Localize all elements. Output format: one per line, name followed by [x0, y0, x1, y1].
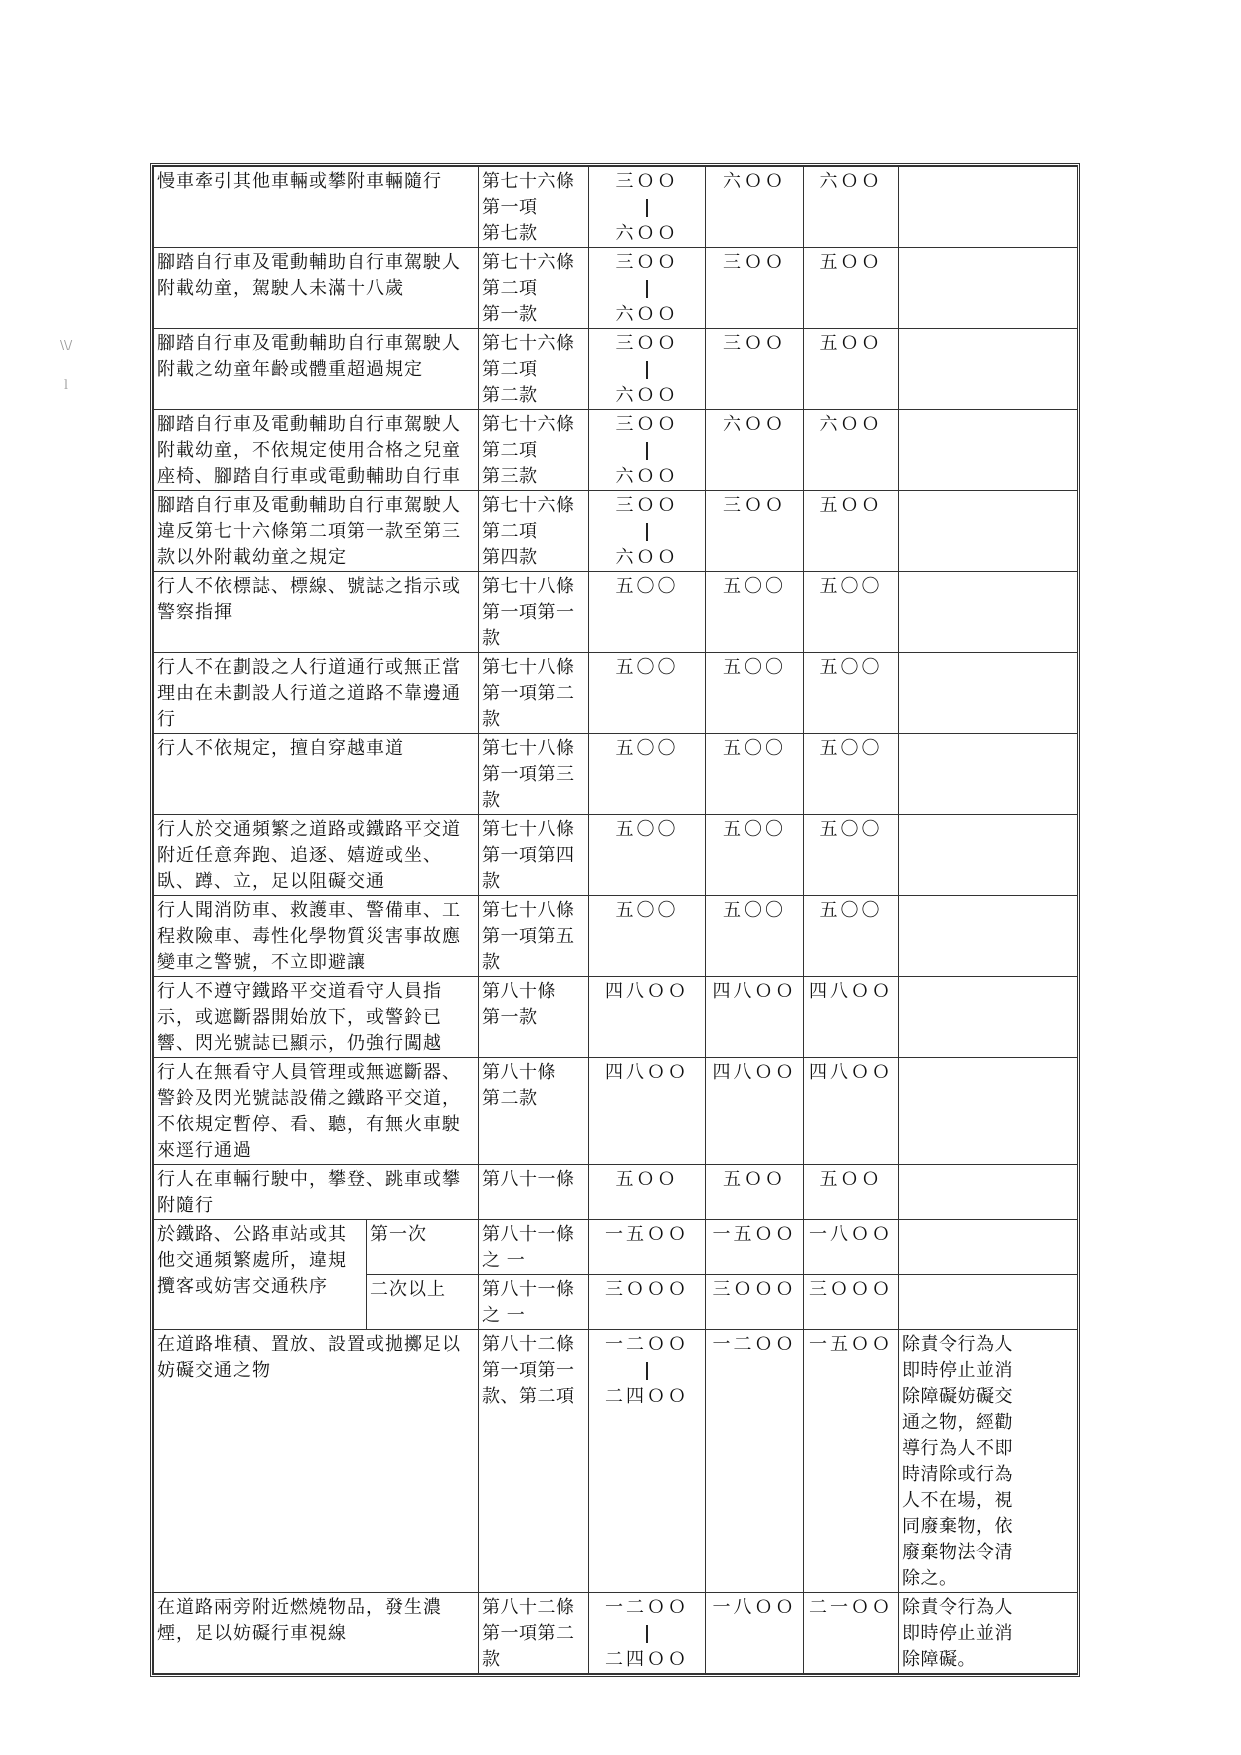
- text-line: 除障礙妨礙交: [902, 1386, 1013, 1407]
- text-line: 第一項第一: [482, 1360, 575, 1381]
- article-reference: [479, 1220, 589, 1275]
- text-line: 第七十八條: [482, 900, 575, 921]
- scan-speck: \\/: [60, 338, 73, 352]
- text-line: 第一項第五: [482, 926, 575, 947]
- fine-amount-3: 五〇〇: [804, 815, 899, 896]
- table-row: [154, 248, 1078, 329]
- text-line: 第二項: [482, 359, 538, 380]
- offense-count: 第一次: [367, 1220, 479, 1275]
- article-reference: [479, 491, 589, 572]
- fine-min: 五〇〇: [615, 738, 679, 759]
- article-reference: [479, 896, 589, 977]
- remarks: [899, 410, 1078, 491]
- article-reference: [479, 977, 589, 1058]
- remarks: [899, 896, 1078, 977]
- table-row: [154, 896, 1078, 977]
- fine-amount-2: 三ＯＯ: [706, 329, 804, 410]
- fine-range-cell: [589, 1058, 706, 1165]
- fine-min: 一二ＯＯ: [605, 1597, 689, 1618]
- text-line: 第七十八條: [482, 657, 575, 678]
- scan-speck: ｌ: [60, 378, 73, 392]
- fine-amount-3: 一八ＯＯ: [804, 1220, 899, 1275]
- text-line: 第一項第四: [482, 845, 575, 866]
- remarks: [899, 1275, 1078, 1330]
- violation-description: 慢車牽引其他車輛或攀附車輛隨行: [154, 167, 479, 248]
- fine-range: [592, 250, 702, 328]
- text-line: 第八十二條: [482, 1597, 575, 1618]
- text-line: 款: [482, 790, 501, 811]
- text-line: 除之。: [902, 1568, 958, 1589]
- fine-amount-3: 五ＯＯ: [804, 491, 899, 572]
- text-line: 通之物，經勸: [902, 1412, 1013, 1433]
- table-row: [154, 1058, 1078, 1165]
- remarks: [899, 572, 1078, 653]
- violation-description: 在道路堆積、置放、設置或拋擲足以妨礙交通之物: [154, 1330, 479, 1593]
- table-row: [154, 1330, 1078, 1593]
- fine-range-cell: [589, 572, 706, 653]
- fine-amount-3: 五ＯＯ: [804, 329, 899, 410]
- fine-min: 五〇〇: [615, 657, 679, 678]
- fine-range-cell: [589, 248, 706, 329]
- fine-amount-2: 五〇〇: [706, 896, 804, 977]
- text-line: 第一項: [482, 197, 538, 218]
- fine-min: 五ＯＯ: [615, 1169, 679, 1190]
- text-line: 第八十二條: [482, 1334, 575, 1355]
- table-row: [154, 167, 1078, 248]
- range-dash: [646, 1621, 648, 1647]
- fine-min: 三ＯＯ: [615, 171, 679, 192]
- fine-range: [592, 736, 702, 762]
- fine-range-cell: [589, 1165, 706, 1220]
- remarks: [899, 248, 1078, 329]
- fine-range: [592, 574, 702, 600]
- text-line: 第八十條: [482, 1062, 556, 1083]
- fine-range-cell: [589, 653, 706, 734]
- fine-range: [592, 1167, 702, 1193]
- violation-description: 於鐵路、公路車站或其他交通頻繁處所，違規攬客或妨害交通秩序: [154, 1220, 367, 1330]
- text-line: 款: [482, 952, 501, 973]
- fine-range: [592, 493, 702, 571]
- fine-amount-3: 五ＯＯ: [804, 248, 899, 329]
- fine-amount-2: 四八ＯＯ: [706, 1058, 804, 1165]
- text-line: 第一項第二: [482, 683, 575, 704]
- fine-amount-3: 六ＯＯ: [804, 410, 899, 491]
- fine-range: [592, 169, 702, 247]
- fine-amount-3: 一五ＯＯ: [804, 1330, 899, 1593]
- fine-range-cell: [589, 977, 706, 1058]
- text-line: 款: [482, 709, 501, 730]
- fine-amount-3: 二一ＯＯ: [804, 1593, 899, 1674]
- fine-amount-2: 三ＯＯ: [706, 491, 804, 572]
- violation-description: 行人不遵守鐵路平交道看守人員指示，或遮斷器開始放下，或警鈴已響、閃光號誌已顯示，仍強行闖越: [154, 977, 479, 1058]
- fine-min: 五〇〇: [615, 819, 679, 840]
- fine-amount-2: 五〇〇: [706, 653, 804, 734]
- fine-amount-2: 五〇〇: [706, 734, 804, 815]
- text-line: 第二款: [482, 385, 538, 406]
- fine-range: [592, 1332, 702, 1410]
- remarks: [899, 1330, 1078, 1593]
- fine-amount-1: 三ＯＯＯ: [589, 1275, 706, 1330]
- remarks: [899, 977, 1078, 1058]
- fine-amount-3: 四八ＯＯ: [804, 977, 899, 1058]
- violation-description: 行人在車輛行駛中，攀登、跳車或攀附隨行: [154, 1165, 479, 1220]
- violation-description: 腳踏自行車及電動輔助自行車駕駛人附載幼童，駕駛人未滿十八歲: [154, 248, 479, 329]
- article-reference: [479, 1165, 589, 1220]
- text-line: 除責令行為人: [902, 1334, 1013, 1355]
- article-reference: [479, 734, 589, 815]
- fine-max: 六ＯＯ: [615, 304, 679, 325]
- fine-range-cell: [589, 329, 706, 410]
- range-dash: [646, 1358, 648, 1384]
- text-line: 第七十八條: [482, 576, 575, 597]
- text-line: 款: [482, 1649, 501, 1670]
- article-reference: [479, 815, 589, 896]
- remarks: [899, 653, 1078, 734]
- fine-range: [592, 898, 702, 924]
- table-row: [154, 977, 1078, 1058]
- fine-min: 五〇〇: [615, 576, 679, 597]
- text-line: 款、第二項: [482, 1386, 575, 1407]
- violation-description: 行人在無看守人員管理或無遮斷器、警鈴及閃光號誌設備之鐵路平交道，不依規定暫停、看、聽，有無火車駛來逕行通過: [154, 1058, 479, 1165]
- remarks: [899, 1165, 1078, 1220]
- violation-description: 在道路兩旁附近燃燒物品，發生濃煙，足以妨礙行車視線: [154, 1593, 479, 1674]
- text-line: 第一款: [482, 304, 538, 325]
- remarks: [899, 491, 1078, 572]
- article-reference: [479, 1058, 589, 1165]
- article-reference: [479, 1330, 589, 1593]
- text-line: 即時停止並消: [902, 1360, 1013, 1381]
- text-line: 第八十一條: [482, 1169, 575, 1190]
- text-line: 即時停止並消: [902, 1623, 1013, 1644]
- fine-amount-3: 五〇〇: [804, 653, 899, 734]
- article-reference: [479, 167, 589, 248]
- text-line: 款: [482, 871, 501, 892]
- text-line: 第二款: [482, 1088, 538, 1109]
- fine-max: 二四ＯＯ: [605, 1386, 689, 1407]
- article-reference: [479, 1275, 589, 1330]
- text-line: 時清除或行為: [902, 1464, 1013, 1485]
- fine-range: [592, 979, 702, 1005]
- text-line: 第八十一條: [482, 1224, 575, 1245]
- fine-max: 二四ＯＯ: [605, 1649, 689, 1670]
- fine-amount-3: 四八ＯＯ: [804, 1058, 899, 1165]
- fine-max: 六ＯＯ: [615, 223, 679, 244]
- fine-amount-3: 五〇〇: [804, 572, 899, 653]
- fine-min: 三ＯＯ: [615, 333, 679, 354]
- text-line: 第七十六條: [482, 495, 575, 516]
- text-line: 第一項第三: [482, 764, 575, 785]
- article-reference: [479, 410, 589, 491]
- fine-amount-2: 五〇〇: [706, 572, 804, 653]
- text-line: 第七十八條: [482, 738, 575, 759]
- fine-range-cell: [589, 815, 706, 896]
- text-line: 之 一: [482, 1305, 526, 1326]
- fine-max: 六ＯＯ: [615, 547, 679, 568]
- text-line: 第四款: [482, 547, 538, 568]
- scan-specks: [60, 325, 72, 405]
- text-line: 第一項第二: [482, 1623, 575, 1644]
- fine-min: 一二ＯＯ: [605, 1334, 689, 1355]
- offense-count: 二次以上: [367, 1275, 479, 1330]
- remarks: [899, 167, 1078, 248]
- text-line: 第七款: [482, 223, 538, 244]
- text-line: 第七十六條: [482, 333, 575, 354]
- article-reference: [479, 1593, 589, 1674]
- fine-max: 六ＯＯ: [615, 466, 679, 487]
- table-row: [154, 1593, 1078, 1674]
- fine-amount-3: 六ＯＯ: [804, 167, 899, 248]
- fine-min: 三ＯＯ: [615, 414, 679, 435]
- table-row: [154, 410, 1078, 491]
- fine-amount-2: 一二ＯＯ: [706, 1330, 804, 1593]
- table-row: [154, 734, 1078, 815]
- fine-min: 三ＯＯ: [615, 495, 679, 516]
- fine-amount-2: 四八ＯＯ: [706, 977, 804, 1058]
- text-line: 人不在場，視: [902, 1490, 1013, 1511]
- fine-min: 五〇〇: [615, 900, 679, 921]
- fine-range-cell: [589, 410, 706, 491]
- fine-range: [592, 655, 702, 681]
- range-dash: [646, 357, 648, 383]
- fine-amount-1: 一五ＯＯ: [589, 1220, 706, 1275]
- fine-amount-2: 一八ＯＯ: [706, 1593, 804, 1674]
- fine-range-cell: [589, 734, 706, 815]
- violation-description: 行人於交通頻繁之道路或鐵路平交道附近任意奔跑、追逐、嬉遊或坐、臥、蹲、立，足以阻礙交通: [154, 815, 479, 896]
- remarks: [899, 1593, 1078, 1674]
- remarks: [899, 1220, 1078, 1275]
- range-dash: [646, 438, 648, 464]
- fine-range: [592, 412, 702, 490]
- text-line: 第七十六條: [482, 171, 575, 192]
- fine-min: 三ＯＯ: [615, 252, 679, 273]
- fine-amount-2: 三ＯＯ: [706, 248, 804, 329]
- violation-description: 行人不在劃設之人行道通行或無正當理由在未劃設人行道之道路不靠邊通行: [154, 653, 479, 734]
- text-line: 第二項: [482, 521, 538, 542]
- fine-amount-3: 五〇〇: [804, 896, 899, 977]
- table-row: [154, 572, 1078, 653]
- text-line: 第三款: [482, 466, 538, 487]
- table-row: [154, 329, 1078, 410]
- remarks: [899, 1058, 1078, 1165]
- violation-description: 行人聞消防車、救護車、警備車、工程救險車、毒性化學物質災害事故應變車之警號，不立即避讓: [154, 896, 479, 977]
- range-dash: [646, 519, 648, 545]
- remarks: [899, 815, 1078, 896]
- fine-amount-3: 三ＯＯＯ: [804, 1275, 899, 1330]
- fine-amount-2: 六ＯＯ: [706, 167, 804, 248]
- text-line: 除障礙。: [902, 1649, 976, 1670]
- fine-min: 四八ＯＯ: [605, 981, 689, 1002]
- text-line: 第七十六條: [482, 252, 575, 273]
- text-line: 第八十條: [482, 981, 556, 1002]
- fine-amount-3: 五ＯＯ: [804, 1165, 899, 1220]
- text-line: 第八十一條: [482, 1279, 575, 1300]
- fine-amount-2: 五ＯＯ: [706, 1165, 804, 1220]
- text-line: 第七十八條: [482, 819, 575, 840]
- text-line: 款: [482, 628, 501, 649]
- table-row: [154, 815, 1078, 896]
- fine-range: [592, 1595, 702, 1673]
- fine-min: 四八ＯＯ: [605, 1062, 689, 1083]
- fine-range-cell: [589, 167, 706, 248]
- text-line: 除責令行為人: [902, 1597, 1013, 1618]
- article-reference: [479, 572, 589, 653]
- text-line: 第七十六條: [482, 414, 575, 435]
- range-dash: [646, 195, 648, 221]
- text-line: 廢棄物法令清: [902, 1542, 1013, 1563]
- text-line: 第二項: [482, 440, 538, 461]
- range-dash: [646, 276, 648, 302]
- fine-amount-3: 五〇〇: [804, 734, 899, 815]
- penalty-table: [153, 166, 1078, 1674]
- violation-description: 行人不依規定，擅自穿越車道: [154, 734, 479, 815]
- fine-range-cell: [589, 491, 706, 572]
- text-line: 第二項: [482, 278, 538, 299]
- fine-range: [592, 1060, 702, 1086]
- fine-max: 六ＯＯ: [615, 385, 679, 406]
- text-line: 第一款: [482, 1007, 538, 1028]
- fine-range-cell: [589, 1330, 706, 1593]
- text-line: 第一項第一: [482, 602, 575, 623]
- table-row: [154, 1220, 1078, 1275]
- table-row: [154, 653, 1078, 734]
- violation-description: 行人不依標誌、標線、號誌之指示或警察指揮: [154, 572, 479, 653]
- text-line: 導行為人不即: [902, 1438, 1013, 1459]
- table-row: [154, 491, 1078, 572]
- violation-description: 腳踏自行車及電動輔助自行車駕駛人附載幼童，不依規定使用合格之兒童座椅、腳踏自行車或電動輔助自行車: [154, 410, 479, 491]
- table-row: [154, 1165, 1078, 1220]
- penalty-table-frame: [150, 163, 1080, 1677]
- article-reference: [479, 653, 589, 734]
- fine-range: [592, 331, 702, 409]
- remarks: [899, 734, 1078, 815]
- fine-amount-2: 三ＯＯＯ: [706, 1275, 804, 1330]
- fine-range-cell: [589, 896, 706, 977]
- text-line: 同廢棄物，依: [902, 1516, 1013, 1537]
- article-reference: [479, 329, 589, 410]
- remarks: [899, 329, 1078, 410]
- violation-description: 腳踏自行車及電動輔助自行車駕駛人違反第七十六條第二項第一款至第三款以外附載幼童之規定: [154, 491, 479, 572]
- text-line: 之 一: [482, 1250, 526, 1271]
- fine-amount-2: 一五ＯＯ: [706, 1220, 804, 1275]
- article-reference: [479, 248, 589, 329]
- fine-range-cell: [589, 1593, 706, 1674]
- fine-amount-2: 五〇〇: [706, 815, 804, 896]
- fine-range: [592, 817, 702, 843]
- violation-description: 腳踏自行車及電動輔助自行車駕駛人附載之幼童年齡或體重超過規定: [154, 329, 479, 410]
- fine-amount-2: 六ＯＯ: [706, 410, 804, 491]
